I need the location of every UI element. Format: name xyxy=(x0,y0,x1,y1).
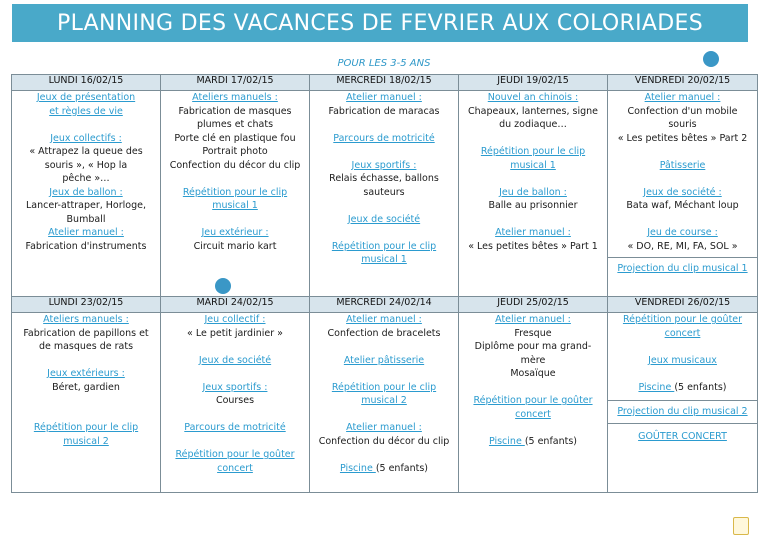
activity-text: Fresque xyxy=(514,327,552,339)
activity-text: Béret, gardien xyxy=(52,381,120,393)
activity-link[interactable]: Jeux sportifs : xyxy=(202,381,268,393)
day-header: MERCREDI 24/02/14 xyxy=(310,297,459,313)
activity-link[interactable]: Répétition pour le goûter xyxy=(473,395,593,406)
activity-text: Confection de bracelets xyxy=(327,327,441,339)
activity-text: mère xyxy=(520,354,546,366)
day-cell-tuesday xyxy=(161,91,310,297)
activity-link[interactable]: Piscine xyxy=(638,381,675,393)
activity-link[interactable]: Ateliers manuels : xyxy=(43,314,129,325)
activity-link[interactable]: Pâtisserie xyxy=(659,159,706,171)
activity-text: Mosaïque xyxy=(510,368,556,379)
activity-text: « DO, RE, MI, FA, SOL » xyxy=(627,240,738,252)
activity-text: Diplôme pour ma grand- xyxy=(474,341,592,352)
activity-text: du zodiaque… xyxy=(499,119,567,130)
day-header: LUNDI 16/02/15 xyxy=(12,75,161,91)
day-header: MERCREDI 18/02/15 xyxy=(310,75,459,91)
day-header: VENDREDI 20/02/15 xyxy=(608,75,758,91)
activity-link[interactable]: musical 2 xyxy=(63,435,109,447)
activity-text: Portrait photo xyxy=(202,146,268,157)
day-cell-wednesday xyxy=(310,91,459,297)
day-cell-monday xyxy=(12,91,161,297)
activity-link[interactable]: Jeux de ballon : xyxy=(49,186,123,198)
activity-text: Circuit mario kart xyxy=(193,240,277,252)
activity-link[interactable]: Répétition pour le clip xyxy=(331,240,437,252)
activity-link[interactable]: Jeu de ballon : xyxy=(499,186,567,198)
activity-link[interactable]: Atelier pâtisserie xyxy=(343,354,425,366)
activity-text: pêche »… xyxy=(62,173,110,184)
activity-text: « Les petites bêtes » Part 1 xyxy=(468,240,598,252)
activity-link[interactable]: Atelier manuel : xyxy=(495,227,571,238)
activity-text: plumes et chats xyxy=(196,119,274,130)
activity-text: Bata waf, Méchant loup xyxy=(626,200,739,211)
activity-text: de masques de rats xyxy=(38,341,134,352)
activity-text: Fabrication de masques xyxy=(178,105,292,117)
activity-link[interactable]: musical 1 xyxy=(212,200,258,211)
activity-link[interactable]: Répétition pour le goûter xyxy=(622,314,743,325)
day-header: MARDI 24/02/15 xyxy=(161,297,310,313)
activity-link[interactable]: Parcours de motricité xyxy=(333,132,435,144)
activity-text: Fabrication de maracas xyxy=(328,105,440,117)
activity-link[interactable]: concert xyxy=(217,462,253,474)
age-subtitle: POUR LES 3-5 ANS xyxy=(337,58,431,69)
activity-link[interactable]: Jeu de course : xyxy=(647,227,718,238)
activity-link[interactable]: Jeu extérieur : xyxy=(201,227,269,238)
activity-link[interactable]: GOÛTER CONCERT xyxy=(638,430,727,442)
day-cell-wednesday xyxy=(310,313,459,493)
activity-text: Chapeaux, lanternes, signe xyxy=(468,105,598,117)
activity-link[interactable]: Répétition pour le clip xyxy=(182,186,288,198)
activity-text: souris », « Hop la xyxy=(44,159,128,171)
activity-link[interactable]: Répétition pour le clip xyxy=(33,422,139,433)
activity-link[interactable]: Parcours de motricité xyxy=(184,422,286,433)
week2-activities-row xyxy=(12,313,758,493)
day-header: LUNDI 23/02/15 xyxy=(12,297,161,313)
activity-link[interactable]: musical 1 xyxy=(361,254,407,265)
activity-link[interactable]: Jeux de société xyxy=(347,213,421,225)
activity-link[interactable]: Piscine xyxy=(339,462,376,474)
activity-text: (5 enfants) xyxy=(674,381,727,393)
decorative-dot-middle xyxy=(215,278,231,294)
page-title: PLANNING DES VACANCES DE FEVRIER AUX COLORIADES xyxy=(57,10,703,36)
activity-text: Bumball xyxy=(66,213,106,225)
day-cell-friday xyxy=(608,91,758,297)
activity-link[interactable]: Jeux de société xyxy=(198,354,272,366)
day-cell-thursday xyxy=(459,313,608,493)
activity-text: Confection du décor du clip xyxy=(318,435,450,447)
activity-text: Fabrication d'instruments xyxy=(25,240,147,252)
swimming-line xyxy=(611,381,754,395)
activity-text: Confection du décor du clip xyxy=(169,159,301,171)
activity-link[interactable]: Atelier manuel : xyxy=(346,422,422,433)
activity-text: Relais échasse, ballons xyxy=(329,173,439,184)
swimming-line xyxy=(462,435,604,449)
activity-link[interactable]: Atelier manuel : xyxy=(495,314,571,325)
day-cell-thursday xyxy=(459,91,608,297)
activity-link[interactable]: concert xyxy=(515,408,551,420)
activity-link[interactable]: Jeux de présentation xyxy=(36,92,136,103)
swimming-line xyxy=(313,462,455,476)
activity-text: (5 enfants) xyxy=(375,462,429,474)
activity-link[interactable]: Atelier manuel : xyxy=(644,92,721,103)
day-header: VENDREDI 26/02/15 xyxy=(608,297,758,313)
activity-link[interactable]: Atelier manuel : xyxy=(48,227,124,238)
activity-link[interactable]: Piscine xyxy=(488,435,525,447)
activity-text: souris xyxy=(668,119,697,130)
activity-link[interactable]: et règles de vie xyxy=(49,105,123,117)
day-header: JEUDI 19/02/15 xyxy=(459,75,608,91)
activity-text: Confection d'un mobile xyxy=(627,105,738,117)
week1-header-row xyxy=(12,75,758,91)
activity-link[interactable]: Répétition pour le goûter xyxy=(175,449,295,460)
activity-link[interactable]: Nouvel an chinois : xyxy=(487,92,579,103)
week1-activities-row xyxy=(12,91,758,297)
activity-text: « Attrapez la queue des xyxy=(29,146,143,157)
activity-text: « Le petit jardinier » xyxy=(187,327,283,339)
activity-text: Fabrication de papillons et xyxy=(23,327,149,339)
activity-text: Courses xyxy=(215,395,255,406)
activity-text: Balle au prisonnier xyxy=(488,200,578,211)
activity-text: (5 enfants) xyxy=(524,435,578,447)
day-header: MARDI 17/02/15 xyxy=(161,75,310,91)
activity-link[interactable]: Jeux de société : xyxy=(643,186,722,198)
activity-link[interactable]: Projection du clip musical 1 xyxy=(617,263,748,274)
activity-link[interactable]: Jeux extérieurs : xyxy=(47,368,125,379)
activity-link[interactable]: musical 1 xyxy=(510,159,556,171)
activity-text: Lancer-attraper, Horloge, xyxy=(26,200,146,211)
activity-link[interactable]: Projection du clip musical 2 xyxy=(617,406,748,417)
day-cell-tuesday xyxy=(161,313,310,493)
activity-link[interactable]: Jeux musicaux xyxy=(648,354,717,366)
schedule-table xyxy=(11,74,758,493)
activity-link[interactable]: Ateliers manuels : xyxy=(192,92,278,103)
activity-text: Porte clé en plastique fou xyxy=(174,132,296,144)
title-banner xyxy=(12,4,748,42)
activity-text: « Les petites bêtes » Part 2 xyxy=(617,132,748,144)
activity-link[interactable]: Répétition pour le clip xyxy=(480,146,586,157)
activity-link[interactable]: musical 2 xyxy=(361,395,407,406)
activity-link[interactable]: Atelier manuel : xyxy=(346,92,422,103)
activity-link[interactable]: Atelier manuel : xyxy=(346,314,422,325)
day-header: JEUDI 25/02/15 xyxy=(459,297,608,313)
coloriades-logo-icon xyxy=(733,517,749,535)
day-cell-friday xyxy=(608,313,758,493)
day-cell-monday xyxy=(12,313,161,493)
activity-link[interactable]: Jeu collectif : xyxy=(204,314,266,325)
activity-link[interactable]: concert xyxy=(664,327,701,339)
week2-header-row xyxy=(12,297,758,313)
activity-link[interactable]: Jeux collectifs : xyxy=(50,132,122,144)
activity-text: sauteurs xyxy=(363,186,405,198)
activity-link[interactable]: Répétition pour le clip xyxy=(331,381,437,393)
activity-link[interactable]: Jeux sportifs : xyxy=(351,159,417,171)
